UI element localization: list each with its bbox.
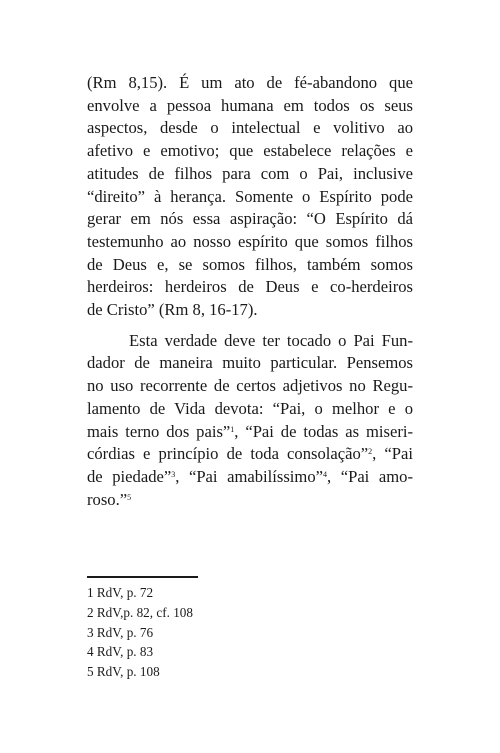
text-run: , “Pai amo- <box>326 466 413 486</box>
paragraph-1 <box>87 72 413 322</box>
footnote-item: 3 RdV, p. 76 <box>87 624 154 640</box>
text-line <box>87 421 413 444</box>
text-line: afetivo e emotivo; que estabelece relações e <box>87 141 413 161</box>
text-line: de Cristo” (Rm 8, 16-17). <box>87 300 258 320</box>
footnote-divider <box>87 576 198 578</box>
footnote-ref: 5 <box>127 492 132 502</box>
text-line: atitudes de filhos para com o Pai, inclusive <box>87 163 413 183</box>
text-line: dador de maneira muito particular. Pensemos <box>87 353 413 373</box>
text-line: Esta verdade deve ter tocado o Pai Fun- <box>129 330 413 350</box>
text-line: “direito” à herança. Somente o Espírito pode <box>87 186 413 206</box>
text-line: envolve a pessoa humana em todos os seus <box>87 95 413 115</box>
text-run: , “Pai <box>372 444 414 464</box>
text-line: lamento de Vida devota: “Pai, o melhor e o <box>87 398 413 418</box>
text-line: gerar em nós essa aspiração: “O Espírito dá <box>87 209 413 229</box>
footnotes <box>87 583 193 682</box>
footnote-item: 2 RdV,p. 82, cf. 108 <box>87 604 193 620</box>
text-line <box>87 466 413 489</box>
footnote-item: 5 RdV, p. 108 <box>87 664 160 680</box>
footnote-ref: 1 <box>230 424 235 434</box>
text-line: de Deus e, se somos filhos, também somos <box>87 254 413 274</box>
text-line: no uso recorrente de certos adjetivos no Regu- <box>87 376 413 396</box>
paragraph-2 <box>87 330 413 512</box>
text-run: mais terno dos pais” <box>87 421 231 441</box>
text-line: testemunho ao nosso espírito que somos filhos <box>87 231 413 251</box>
text-run: , “Pai amabilíssimo” <box>175 466 323 486</box>
footnote-ref: 3 <box>171 469 176 479</box>
text-line <box>87 443 413 466</box>
text-run: roso.” <box>87 489 128 509</box>
text-line <box>87 489 413 512</box>
text-run: córdias e princípio de toda consolação” <box>87 444 369 464</box>
page-body <box>87 72 413 511</box>
footnote-ref: 2 <box>368 447 373 457</box>
text-line: aspectos, desde o intelectual e volitivo ao <box>87 118 413 138</box>
text-line: (Rm 8,15). É um ato de fé-abandono que <box>87 73 413 92</box>
footnote-ref: 4 <box>322 469 327 479</box>
text-run: de piedade” <box>87 466 172 486</box>
text-run: , “Pai de todas as miseri- <box>234 421 413 441</box>
text-line: herdeiros: herdeiros de Deus e co-herdeiros <box>87 277 413 297</box>
footnote-item: 1 RdV, p. 72 <box>87 585 154 600</box>
footnote-item: 4 RdV, p. 83 <box>87 644 154 660</box>
